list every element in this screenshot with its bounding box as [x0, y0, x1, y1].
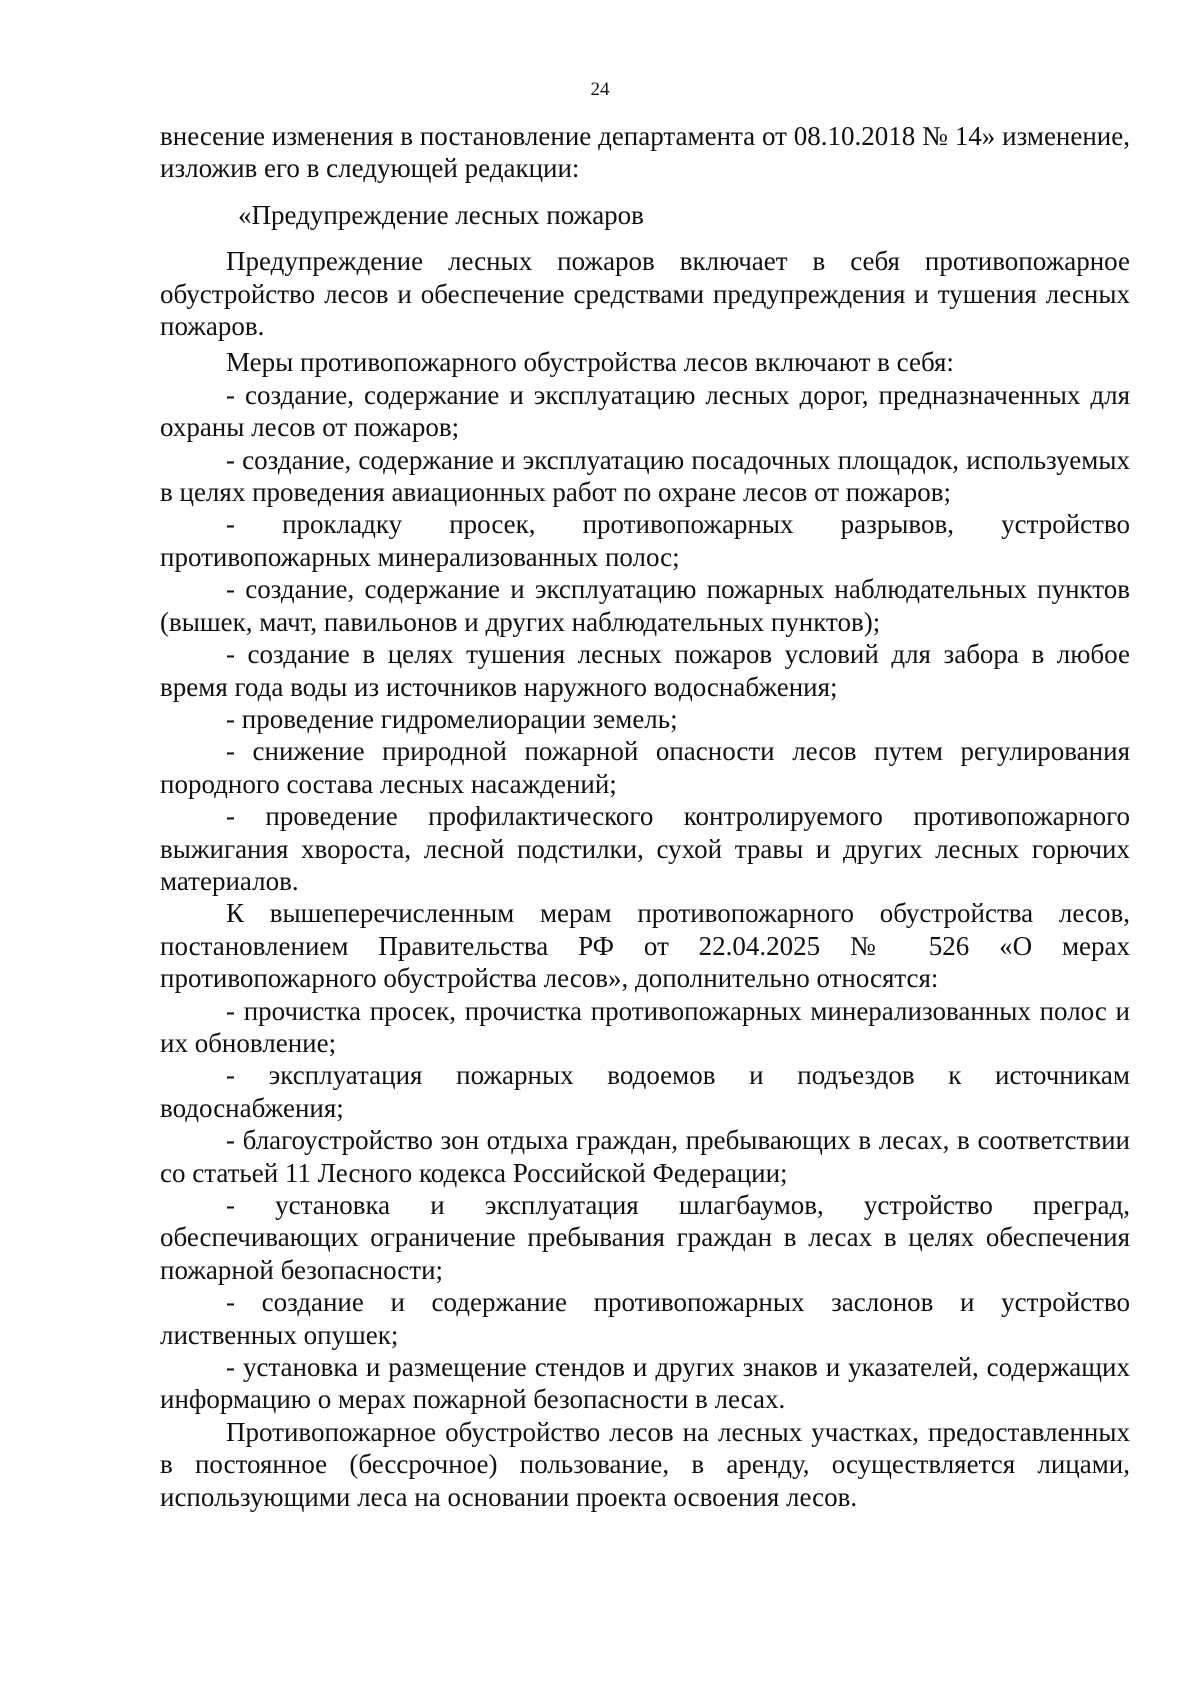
list-item: - проведение гидромелиорации земель;	[226, 703, 678, 734]
page-number: 24	[590, 79, 610, 100]
list-item: - эксплуатация пожарных водоемов и подъездов к источникам водоснабжения;	[160, 1060, 1130, 1123]
paragraph: Предупреждение лесных пожаров включает в себя противопожарное обустройство лесов и обеспечение средствами предупреждения и тушения лесных пожаров.	[160, 246, 1130, 342]
list-item: - установка и размещение стендов и других знаков и указателей, содержащих информацию о мерах пожарной безопасности в лесах.	[160, 1352, 1130, 1415]
list-item: - снижение природной пожарной опасности лесов путем регулирования породного состава лесных насаждений;	[160, 736, 1130, 799]
list-item: - создание и содержание противопожарных заслонов и устройство лиственных опушек;	[160, 1287, 1130, 1350]
section-heading: «Предупреждение лесных пожаров	[238, 199, 644, 230]
list-item: - создание, содержание и эксплуатацию лесных дорог, предназначенных для охраны лесов от пожаров;	[160, 379, 1130, 443]
list-item: - благоустройство зон отдыха граждан, пребывающих в лесах, в соответствии со статьей 11 Лесного кодекса Российской Федерации;	[160, 1125, 1130, 1188]
list-item: - прокладку просек, противопожарных разрывов, устройство противопожарных минерализованных полос;	[160, 509, 1130, 572]
list-item: - прочистка просек, прочистка противопожарных минерализованных полос и их обновление;	[160, 995, 1130, 1058]
list-item: - создание, содержание и эксплуатацию посадочных площадок, используемых в целях проведения авиационных работ по охране лесов от пожаров;	[160, 444, 1130, 508]
list-item: - установка и эксплуатация шлагбаумов, устройство преград, обеспечивающих ограничение пребывания граждан в лесах в целях обеспечения пожарной безопасности;	[160, 1190, 1130, 1285]
intro-paragraph: внесение изменения в постановление департамента от 08.10.2018 № 14» изменение, изложив его в следующей редакции:	[160, 121, 1130, 184]
list-item: - проведение профилактического контролируемого противопожарного выжигания хвороста, лесной подстилки, сухой травы и других лесных горючих материалов.	[160, 801, 1130, 896]
list-item: - создание в целях тушения лесных пожаров условий для забора в любое время года воды из источников наружного водоснабжения;	[160, 639, 1130, 702]
paragraph: Противопожарное обустройство лесов на лесных участках, предоставленных в постоянное (бессрочное) пользование, в аренду, осуществляется лицами, использующими леса на основании проекта освоения лесов.	[160, 1416, 1130, 1512]
paragraph: Меры противопожарного обустройства лесов включают в себя:	[226, 347, 954, 378]
paragraph: К вышеперечисленным мерам противопожарного обустройства лесов, постановлением Правительства РФ от 22.04.2025 № 526 «О мерах противопожарного обустройства лесов», дополнительно относятся:	[160, 898, 1130, 994]
list-item: - создание, содержание и эксплуатацию пожарных наблюдательных пунктов (вышек, мачт, павильонов и других наблюдательных пунктов);	[160, 574, 1130, 637]
document-body	[160, 120, 1130, 1513]
